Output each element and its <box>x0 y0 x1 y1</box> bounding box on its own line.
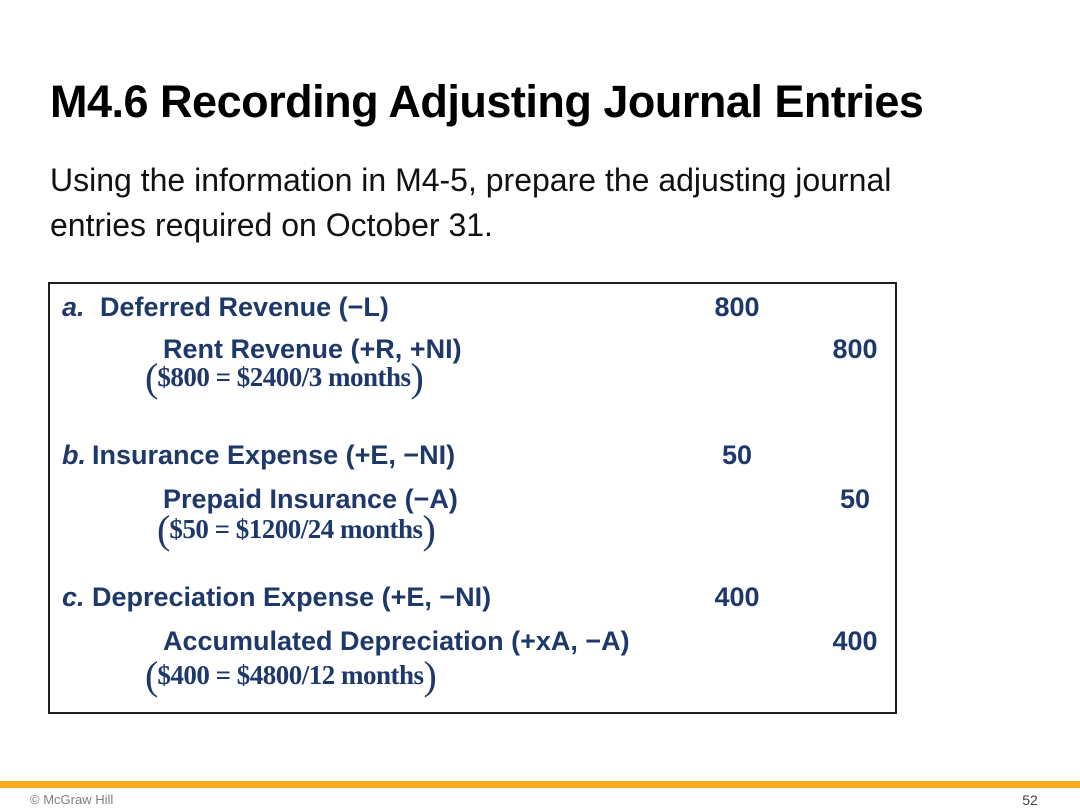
journal-entries-box <box>48 282 897 714</box>
footer-accent-bar <box>0 781 1080 788</box>
formula-close-paren: ) <box>410 355 423 400</box>
formula-open-paren: ( <box>145 653 158 698</box>
journal-row-debit-c <box>50 582 907 613</box>
credit-amount: 50 <box>839 484 871 514</box>
debit-account-name: Depreciation Expense (+E, −NI) <box>92 582 492 612</box>
formula-open-paren: ( <box>157 507 170 552</box>
entry-letter: b. <box>62 440 86 470</box>
footer-copyright: © McGraw Hill <box>30 792 114 807</box>
formula-text: $400 = $4800/12 months <box>157 660 424 690</box>
journal-row-credit-a <box>50 334 1008 365</box>
credit-account-name: Rent Revenue (+R, +NI) <box>163 334 462 364</box>
journal-formula-a <box>50 355 990 400</box>
formula-open-paren: ( <box>145 355 158 400</box>
journal-row-debit-a <box>50 292 907 323</box>
debit-account-name: Deferred Revenue (−L) <box>100 292 389 322</box>
entry-letter: a. <box>62 292 85 322</box>
credit-account-name: Accumulated Depreciation (+xA, −A) <box>163 626 630 656</box>
journal-formula-c <box>50 653 990 698</box>
journal-row-credit-b <box>50 484 1008 515</box>
journal-row-debit-b <box>50 440 907 471</box>
formula-close-paren: ) <box>422 507 435 552</box>
credit-amount: 800 <box>832 334 878 364</box>
credit-amount: 400 <box>832 626 878 656</box>
formula-text: $50 = $1200/24 months <box>169 514 423 544</box>
debit-account-name: Insurance Expense (+E, −NI) <box>92 440 456 470</box>
journal-formula-b <box>50 507 1002 552</box>
formula-text: $800 = $2400/3 months <box>157 362 411 392</box>
slide-page-number: 52 <box>1022 792 1038 808</box>
intro-line-2: entries required on October 31. <box>50 207 493 243</box>
debit-amount: 50 <box>721 440 753 470</box>
formula-close-paren: ) <box>423 653 436 698</box>
intro-paragraph <box>50 158 1060 248</box>
debit-amount: 400 <box>714 582 760 612</box>
entry-letter: c. <box>62 582 85 612</box>
debit-amount: 800 <box>714 292 760 322</box>
slide-title: M4.6 Recording Adjusting Journal Entries <box>50 76 924 128</box>
credit-account-name: Prepaid Insurance (−A) <box>163 484 458 514</box>
journal-row-credit-c <box>50 626 1008 657</box>
intro-line-1: Using the information in M4-5, prepare the adjusting journal <box>50 162 892 198</box>
